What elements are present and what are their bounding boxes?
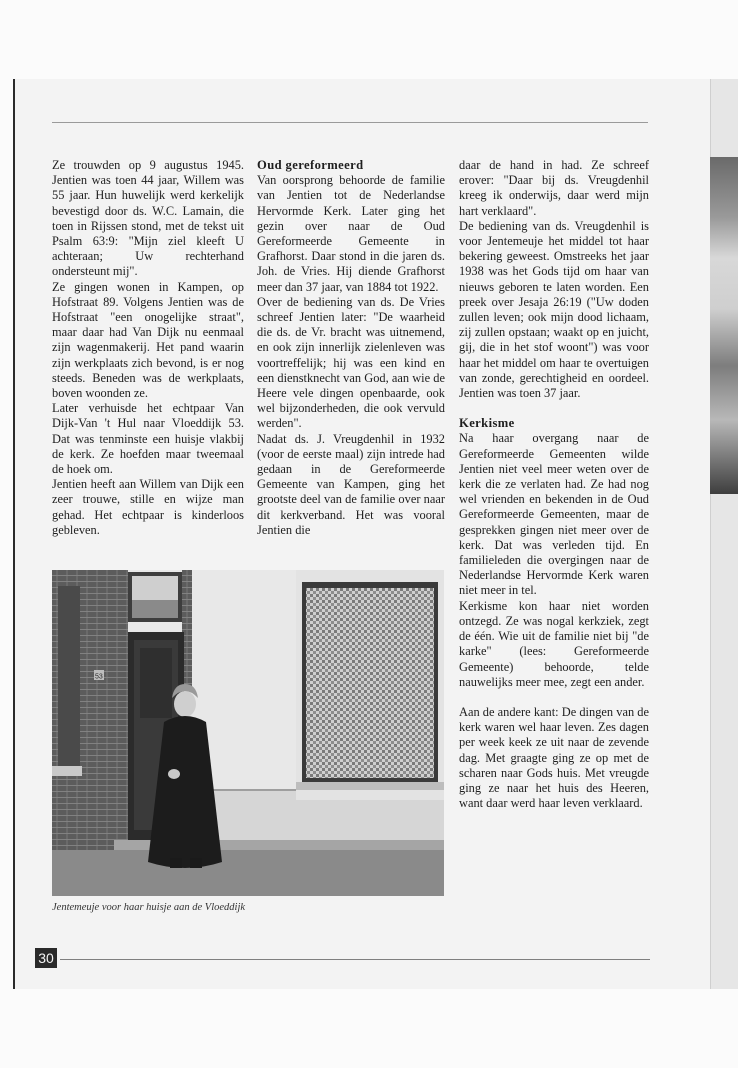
- column-1: [52, 158, 244, 538]
- paragraph: Over de bediening van ds. De Vries schreef Jentien later: "De waarheid die ds. de Vr. bracht was uitnemend, en ook zijn innerlijk zielenleven was voortreffelijk; hij was een kind en een dienstknecht van God, aan wie de Heere vele dingen openbaarde, ook wel bijzonderheden, die ook vervuld werden".: [257, 294, 445, 431]
- column-3: [459, 158, 649, 811]
- paragraph: daar de hand in had. Ze schreef erover: "Daar bij ds. Vreugdenhil kreeg ik onderwijs, daar werd mijn hart verklaard".: [459, 158, 649, 218]
- house-number: 53: [95, 673, 103, 681]
- section-heading: Kerkisme: [459, 416, 515, 431]
- page-number: 30: [35, 948, 57, 968]
- paragraph: De bediening van ds. Vreugdenhil is voor Jentemeuje het middel tot haar bekering geweest. Omstreeks het jaar 1938 was het Gods tijd om haar van nieuws geboren te laten worden. Een preek over Jesaja 26:19 ("Uw doden zullen leven; ook mijn dood lichaam, zij zullen opstaan; waakt op en juicht, gij, die in het stof woont") was voor haar het middel om haar te overtuigen van zonde, gerechtigheid en oordeel. Jentien was toen 37 jaar.: [459, 218, 649, 401]
- header-rule: [52, 122, 648, 123]
- paragraph: Jentien heeft aan Willem van Dijk een zeer trouwe, stille en wijze man gehad. Het echtpaar is kinderloos gebleven.: [52, 477, 244, 537]
- paragraph: Na haar overgang naar de Gereformeerde Gemeenten wilde Jentien niet veel meer weten over de kerk die ze verlaten had. Ze had nog wel vrienden en bekenden in de Oud Gereformeerde Gemeenten, maar de gesprekken gingen niet meer over de kerk. Dat was verleden tijd. En familieleden die overgingen naar de Nederlandse Hervormde Kerk waren niet meer in tel.: [459, 431, 649, 598]
- footer-rule: [60, 959, 650, 960]
- adjacent-page-photo: [710, 157, 738, 494]
- paragraph: Kerkisme kon haar niet worden ontzegd. Ze was nogal kerkziek, zegt de één. Wie uit de familie niet bij "de karke" (lees: Gereformeerde Gemeente) behoorde, telde nauwelijks meer mee, zegt een ander.: [459, 598, 649, 689]
- paragraph: Nadat ds. J. Vreugdenhil in 1932 (voor de eerste maal) zijn intrede had gedaan in de Gereformeerde Gemeente van Kampen, ging het grootste deel van de familie over naar dit kerkverband. Het was vooral Jentien die: [257, 431, 445, 537]
- paragraph: Ze gingen wonen in Kampen, op Hofstraat 89. Volgens Jentien was de Hofstraat "een onogelijke straat", maar daar had Van Dijk nu eenmaal zijn wagenmakerij. Het pand waarin zijn werkplaats zich bevond, is er nog steeds. Beneden was de werkplaats, boven woonden ze.: [52, 279, 244, 401]
- paragraph: Aan de andere kant: De dingen van de kerk waren wel haar leven. Zes dagen per week keek ze uit naar de zevende dag. Met graagte ging ze op met de scharen naar Gods huis. Met vreugde ging ze naar het huis des Heeren, want daar werd haar leven verklaard.: [459, 704, 649, 811]
- photo-caption: Jentemeuje voor haar huisje aan de Vloeddijk: [52, 902, 246, 913]
- paragraph: Van oorsprong behoorde de familie van Jentien tot de Nederlandse Hervormde Kerk. Later ging het gezin over naar de Oud Gereformeerde Gemeente in Grafhorst. Daar stond in die jaren ds. Joh. de Vries. Hij diende Grafhorst meer dan 37 jaar, van 1884 tot 1922.: [257, 173, 445, 294]
- photo-woman-at-house: [52, 570, 444, 896]
- column-2: [257, 158, 445, 538]
- section-heading: Oud gereformeerd: [257, 158, 364, 172]
- paragraph: Ze trouwden op 9 augustus 1945. Jentien was toen 44 jaar, Willem was 55 jaar. Hun huwelijk werd kerkelijk bevestigd door ds. W.C. Lamain, die toen in Rijssen stond, met de tekst uit Psalm 63:9: "Mijn ziel kleeft U achteraan; Uw rechterhand ondersteunt mij".: [52, 158, 244, 279]
- paragraph: Later verhuisde het echtpaar Van Dijk-Van 't Hul naar Vloeddijk 53. Dat was tenminste een huisje vlakbij de kerk. Ze hoefden maar tweemaal de hoek om.: [52, 401, 244, 477]
